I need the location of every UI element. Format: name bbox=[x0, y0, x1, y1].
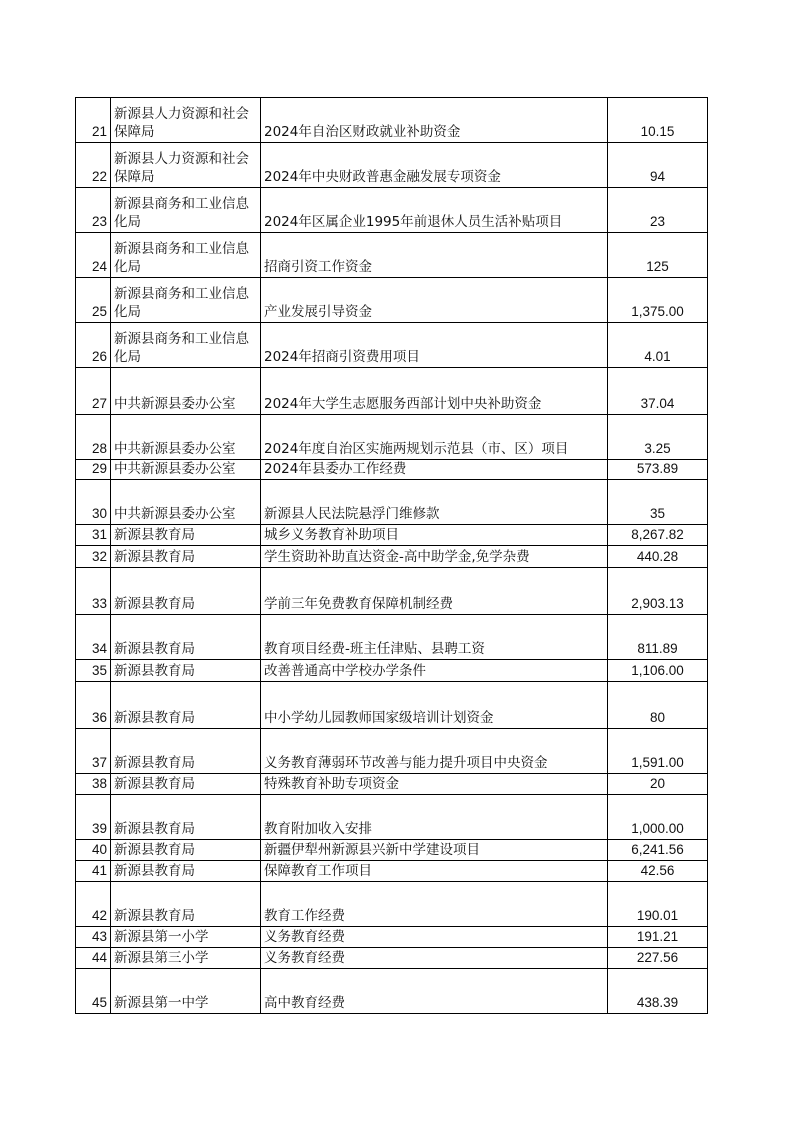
department-cell: 新源县商务和工业信息化局 bbox=[111, 188, 261, 233]
row-number-cell: 43 bbox=[76, 927, 111, 948]
table-row bbox=[76, 927, 708, 948]
project-name-cell: 2024年县委办工作经费 bbox=[261, 460, 608, 480]
table-row bbox=[76, 188, 708, 233]
table-row bbox=[76, 948, 708, 969]
amount-cell: 80 bbox=[608, 682, 708, 729]
row-number-cell: 28 bbox=[76, 415, 111, 460]
table-row bbox=[76, 861, 708, 882]
department-cell: 新源县教育局 bbox=[111, 861, 261, 882]
project-name-cell: 中小学幼儿园教师国家级培训计划资金 bbox=[261, 682, 608, 729]
department-cell: 新源县教育局 bbox=[111, 546, 261, 568]
row-number-cell: 22 bbox=[76, 143, 111, 188]
project-name-cell: 教育工作经费 bbox=[261, 882, 608, 927]
department-cell: 新源县教育局 bbox=[111, 525, 261, 546]
department-cell: 新源县商务和工业信息化局 bbox=[111, 278, 261, 323]
row-number-cell: 38 bbox=[76, 774, 111, 795]
project-name-cell: 保障教育工作项目 bbox=[261, 861, 608, 882]
table-row bbox=[76, 98, 708, 143]
table-row bbox=[76, 969, 708, 1014]
amount-cell: 227.56 bbox=[608, 948, 708, 969]
amount-cell: 3.25 bbox=[608, 415, 708, 460]
department-cell: 新源县教育局 bbox=[111, 682, 261, 729]
row-number-cell: 21 bbox=[76, 98, 111, 143]
department-cell: 中共新源县委办公室 bbox=[111, 415, 261, 460]
department-cell: 新源县教育局 bbox=[111, 840, 261, 861]
amount-cell: 1,000.00 bbox=[608, 795, 708, 840]
amount-cell: 2,903.13 bbox=[608, 568, 708, 615]
department-cell: 新源县第一中学 bbox=[111, 969, 261, 1014]
project-name-cell: 义务教育薄弱环节改善与能力提升项目中央资金 bbox=[261, 729, 608, 774]
table-row bbox=[76, 323, 708, 368]
row-number-cell: 44 bbox=[76, 948, 111, 969]
amount-cell: 1,591.00 bbox=[608, 729, 708, 774]
table-row bbox=[76, 233, 708, 278]
project-name-cell: 2024年自治区财政就业补助资金 bbox=[261, 98, 608, 143]
row-number-cell: 36 bbox=[76, 682, 111, 729]
project-name-cell: 2024年度自治区实施两规划示范县（市、区）项目 bbox=[261, 415, 608, 460]
department-cell: 新源县教育局 bbox=[111, 729, 261, 774]
table-row bbox=[76, 278, 708, 323]
amount-cell: 20 bbox=[608, 774, 708, 795]
amount-cell: 190.01 bbox=[608, 882, 708, 927]
amount-cell: 125 bbox=[608, 233, 708, 278]
department-cell: 新源县教育局 bbox=[111, 795, 261, 840]
department-cell: 新源县教育局 bbox=[111, 660, 261, 682]
project-name-cell: 招商引资工作资金 bbox=[261, 233, 608, 278]
project-name-cell: 2024年中央财政普惠金融发展专项资金 bbox=[261, 143, 608, 188]
amount-cell: 438.39 bbox=[608, 969, 708, 1014]
row-number-cell: 27 bbox=[76, 368, 111, 415]
department-cell: 新源县第三小学 bbox=[111, 948, 261, 969]
amount-cell: 37.04 bbox=[608, 368, 708, 415]
project-name-cell: 教育项目经费-班主任津贴、县聘工资 bbox=[261, 615, 608, 660]
table-row bbox=[76, 795, 708, 840]
project-name-cell: 2024年区属企业1995年前退休人员生活补贴项目 bbox=[261, 188, 608, 233]
amount-cell: 35 bbox=[608, 480, 708, 525]
row-number-cell: 32 bbox=[76, 546, 111, 568]
row-number-cell: 35 bbox=[76, 660, 111, 682]
amount-cell: 8,267.82 bbox=[608, 525, 708, 546]
row-number-cell: 23 bbox=[76, 188, 111, 233]
row-number-cell: 41 bbox=[76, 861, 111, 882]
project-name-cell: 改善普通高中学校办学条件 bbox=[261, 660, 608, 682]
project-name-cell: 学生资助补助直达资金-高中助学金,免学杂费 bbox=[261, 546, 608, 568]
project-name-cell: 2024年大学生志愿服务西部计划中央补助资金 bbox=[261, 368, 608, 415]
row-number-cell: 33 bbox=[76, 568, 111, 615]
project-name-cell: 学前三年免费教育保障机制经费 bbox=[261, 568, 608, 615]
department-cell: 中共新源县委办公室 bbox=[111, 480, 261, 525]
department-cell: 中共新源县委办公室 bbox=[111, 460, 261, 480]
department-cell: 新源县教育局 bbox=[111, 774, 261, 795]
row-number-cell: 34 bbox=[76, 615, 111, 660]
table-row bbox=[76, 546, 708, 568]
table-row bbox=[76, 368, 708, 415]
amount-cell: 42.56 bbox=[608, 861, 708, 882]
department-cell: 新源县人力资源和社会保障局 bbox=[111, 143, 261, 188]
table-row bbox=[76, 840, 708, 861]
department-cell: 新源县第一小学 bbox=[111, 927, 261, 948]
department-cell: 中共新源县委办公室 bbox=[111, 368, 261, 415]
table-row bbox=[76, 660, 708, 682]
table-row bbox=[76, 615, 708, 660]
department-cell: 新源县人力资源和社会保障局 bbox=[111, 98, 261, 143]
project-name-cell: 产业发展引导资金 bbox=[261, 278, 608, 323]
amount-cell: 94 bbox=[608, 143, 708, 188]
amount-cell: 1,106.00 bbox=[608, 660, 708, 682]
table-row bbox=[76, 882, 708, 927]
row-number-cell: 29 bbox=[76, 460, 111, 480]
table-row bbox=[76, 460, 708, 480]
amount-cell: 191.21 bbox=[608, 927, 708, 948]
table-row bbox=[76, 568, 708, 615]
row-number-cell: 39 bbox=[76, 795, 111, 840]
project-name-cell: 义务教育经费 bbox=[261, 948, 608, 969]
funding-table bbox=[75, 97, 708, 1014]
project-name-cell: 教育附加收入安排 bbox=[261, 795, 608, 840]
amount-cell: 811.89 bbox=[608, 615, 708, 660]
department-cell: 新源县商务和工业信息化局 bbox=[111, 233, 261, 278]
row-number-cell: 42 bbox=[76, 882, 111, 927]
amount-cell: 6,241.56 bbox=[608, 840, 708, 861]
project-name-cell: 城乡义务教育补助项目 bbox=[261, 525, 608, 546]
department-cell: 新源县教育局 bbox=[111, 568, 261, 615]
row-number-cell: 40 bbox=[76, 840, 111, 861]
row-number-cell: 25 bbox=[76, 278, 111, 323]
row-number-cell: 30 bbox=[76, 480, 111, 525]
table-row bbox=[76, 480, 708, 525]
amount-cell: 23 bbox=[608, 188, 708, 233]
amount-cell: 1,375.00 bbox=[608, 278, 708, 323]
row-number-cell: 37 bbox=[76, 729, 111, 774]
amount-cell: 573.89 bbox=[608, 460, 708, 480]
amount-cell: 4.01 bbox=[608, 323, 708, 368]
amount-cell: 10.15 bbox=[608, 98, 708, 143]
amount-cell: 440.28 bbox=[608, 546, 708, 568]
table-row bbox=[76, 682, 708, 729]
funding-table-body bbox=[76, 98, 708, 1014]
project-name-cell: 新源县人民法院悬浮门维修款 bbox=[261, 480, 608, 525]
table-row bbox=[76, 525, 708, 546]
project-name-cell: 义务教育经费 bbox=[261, 927, 608, 948]
row-number-cell: 26 bbox=[76, 323, 111, 368]
table-row bbox=[76, 415, 708, 460]
table-row bbox=[76, 774, 708, 795]
project-name-cell: 2024年招商引资费用项目 bbox=[261, 323, 608, 368]
table-row bbox=[76, 143, 708, 188]
table-row bbox=[76, 729, 708, 774]
department-cell: 新源县教育局 bbox=[111, 615, 261, 660]
project-name-cell: 高中教育经费 bbox=[261, 969, 608, 1014]
project-name-cell: 特殊教育补助专项资金 bbox=[261, 774, 608, 795]
department-cell: 新源县教育局 bbox=[111, 882, 261, 927]
row-number-cell: 31 bbox=[76, 525, 111, 546]
project-name-cell: 新疆伊犁州新源县兴新中学建设项目 bbox=[261, 840, 608, 861]
department-cell: 新源县商务和工业信息化局 bbox=[111, 323, 261, 368]
row-number-cell: 24 bbox=[76, 233, 111, 278]
row-number-cell: 45 bbox=[76, 969, 111, 1014]
